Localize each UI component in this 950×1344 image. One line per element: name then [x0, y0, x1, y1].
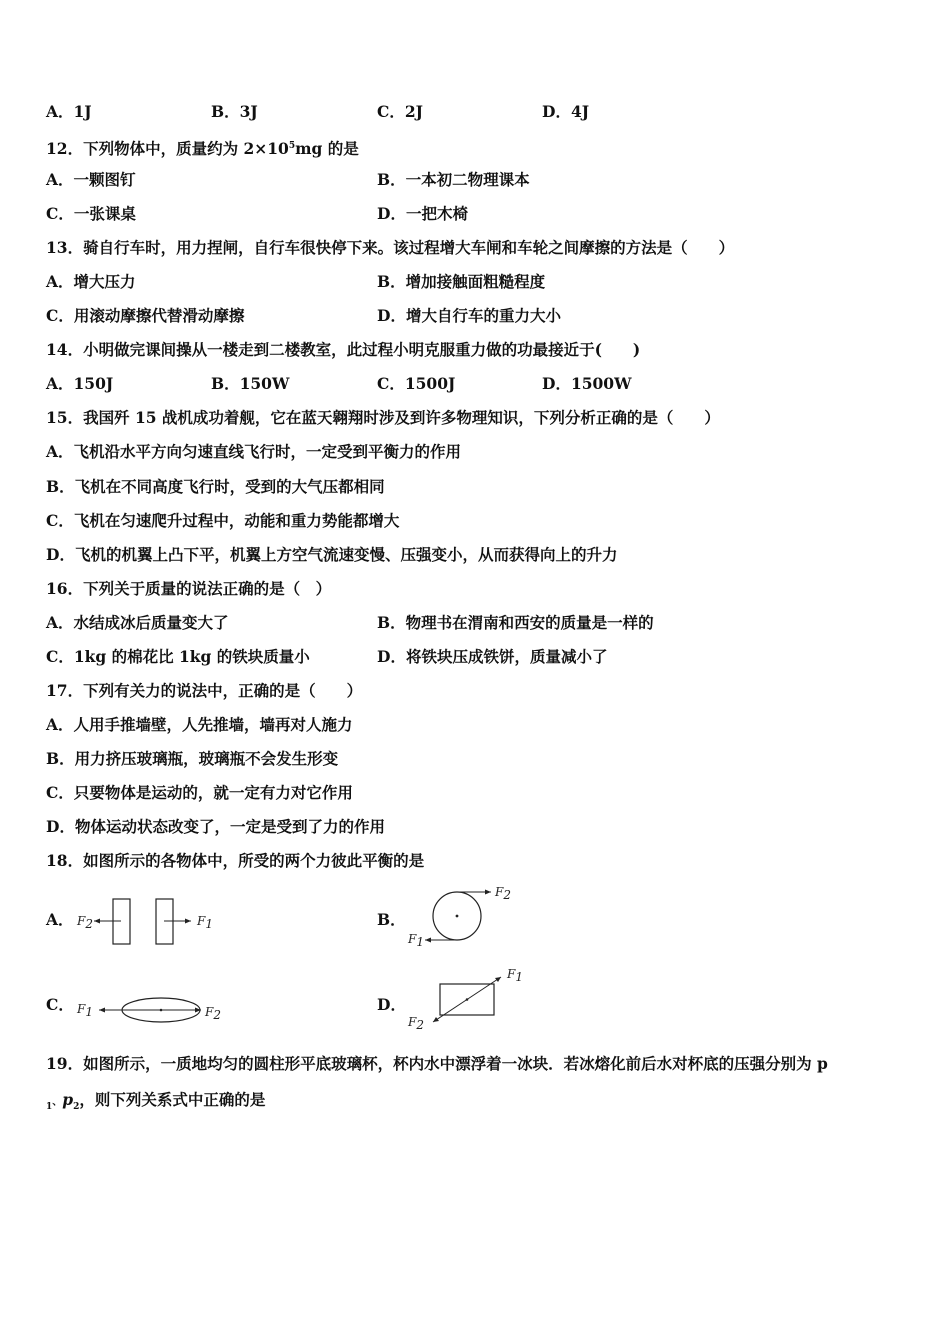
q18-option-d: D．	[377, 995, 406, 1014]
q17-option-b: B．用力挤压玻璃瓶，玻璃瓶不会发生形变	[46, 749, 339, 768]
q13-option-a: A．增大压力	[46, 272, 136, 291]
q17-stem: 17．下列有关力的说法中，正确的是（ ）	[46, 681, 363, 700]
force-label-f1: F1	[197, 914, 213, 931]
force-label-f2: F2	[205, 1005, 221, 1022]
q14-option-d: D．1500W	[542, 374, 632, 393]
force-label-f2: F2	[495, 885, 511, 902]
q17-option-d: D．物体运动状态改变了，一定是受到了力的作用	[46, 817, 385, 836]
q12-option-b: B．一本初二物理课本	[377, 170, 530, 189]
q18-option-a: A．	[46, 910, 74, 929]
force-label-f2: F2	[408, 1015, 424, 1032]
q15-option-c: C．飞机在匀速爬升过程中，动能和重力势能都增大	[46, 511, 400, 530]
force-label-f1: F1	[77, 1002, 93, 1019]
q14-stem: 14．小明做完课间操从一楼走到二楼教室，此过程小明克服重力做的功最接近于( )	[46, 340, 641, 359]
q11-option-b: B．3J	[211, 102, 258, 121]
q12-option-c: C．一张课桌	[46, 204, 136, 223]
q13-option-d: D．增大自行车的重力大小	[377, 306, 561, 325]
q13-option-b: B．增加接触面粗糙程度	[377, 272, 546, 291]
q18-figure-b	[405, 880, 525, 954]
q16-option-a: A．水结成冰后质量变大了	[46, 613, 229, 632]
q11-option-d: D．4J	[542, 102, 590, 121]
q15-option-a: A．飞机沿水平方向匀速直线飞行时，一定受到平衡力的作用	[46, 442, 462, 461]
q18-figure-c	[74, 988, 234, 1032]
q16-option-c: C．1kg 的棉花比 1kg 的铁块质量小	[46, 647, 310, 666]
q16-stem: 16．下列关于质量的说法正确的是（ ）	[46, 579, 332, 598]
q15-stem: 15．我国歼 15 战机成功着舰，它在蓝天翱翔时涉及到许多物理知识，下列分析正确的是（ ）	[46, 408, 720, 427]
force-label-f1: F1	[408, 932, 424, 949]
q18-stem: 18．如图所示的各物体中，所受的两个力彼此平衡的是	[46, 851, 425, 870]
q13-option-c: C．用滚动摩擦代替滑动摩擦	[46, 306, 245, 325]
force-label-f2: F2	[77, 914, 93, 931]
q17-option-c: C．只要物体是运动的，就一定有力对它作用	[46, 783, 353, 802]
q18-option-c: C．	[46, 995, 74, 1014]
q19-stem-continued: $_1$、$p_2$，则下列关系式中正确的是	[46, 1090, 266, 1113]
force-label-f1: F1	[507, 967, 523, 984]
q15-option-d: D．飞机的机翼上凸下平，机翼上方空气流速变慢、压强变小，从而获得向上的升力	[46, 545, 618, 564]
q18-figure-a	[74, 893, 224, 957]
q14-option-a: A．150J	[46, 374, 114, 393]
q18-option-b: B．	[377, 910, 406, 929]
q16-option-b: B．物理书在渭南和西安的质量是一样的	[377, 613, 654, 632]
q18-figure-d	[405, 966, 535, 1038]
q11-option-c: C．2J	[377, 102, 423, 121]
q12-stem: 12．下列物体中，质量约为 $2\times 10^5mg$ 的是	[46, 139, 359, 159]
q14-option-b: B．150W	[211, 374, 290, 393]
q14-option-c: C．1500J	[377, 374, 456, 393]
q13-stem: 13．骑自行车时，用力捏闸，自行车很快停下来。该过程增大车闸和车轮之间摩擦的方法是（ ）	[46, 238, 735, 257]
q17-option-a: A．人用手推墙壁，人先推墙，墙再对人施力	[46, 715, 353, 734]
q11-option-a: A．1J	[46, 102, 92, 121]
q19-stem: 19．如图所示，一质地均匀的圆柱形平底玻璃杯，杯内水中漂浮着一冰块．若冰熔化前后水对杯底的压强分别为 p	[46, 1054, 828, 1073]
q15-option-b: B．飞机在不同高度飞行时，受到的大气压都相同	[46, 477, 385, 496]
q12-option-d: D．一把木椅	[377, 204, 468, 223]
q16-option-d: D．将铁块压成铁饼，质量减小了	[377, 647, 608, 666]
q12-option-a: A．一颗图钉	[46, 170, 136, 189]
